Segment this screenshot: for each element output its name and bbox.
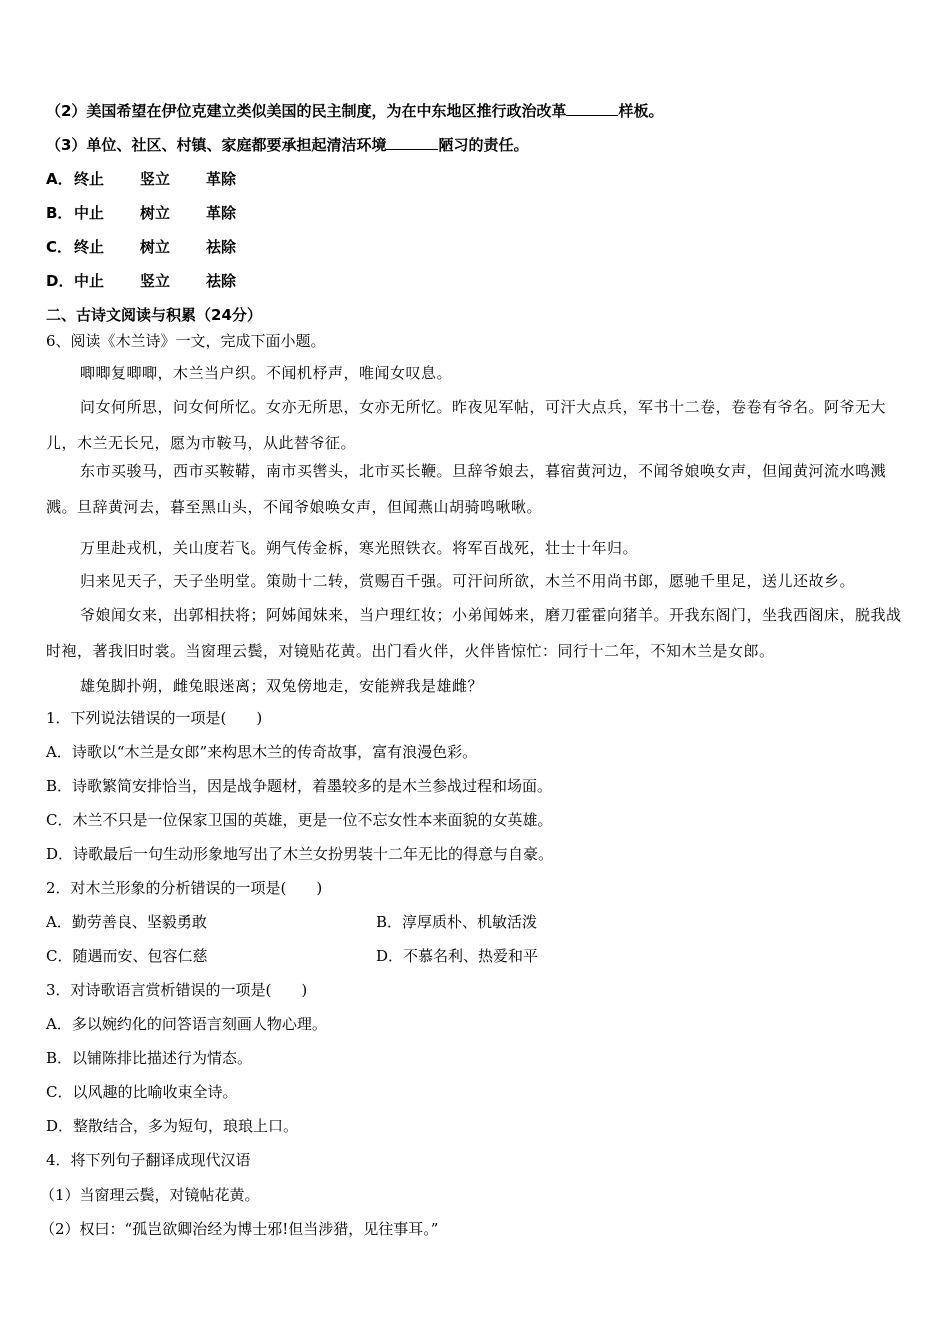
sub2-option-a: A．勤劳善良、坚毅勇敢 xyxy=(46,913,207,931)
sub1-option-b: B．诗歌繁简安排恰当，因是战争题材，着墨较多的是木兰参战过程和场面。 xyxy=(46,777,553,795)
sub3-option-b: B．以铺陈排比描述行为情态。 xyxy=(46,1049,253,1067)
sub2-option-c: C．随遇而安、包容仁慈 xyxy=(46,947,208,965)
option-letter: A． xyxy=(46,170,73,188)
poem-paragraph-4: 万里赴戎机，关山度若飞。朔气传金柝，寒光照铁衣。将军百战死，壮士十年归。 xyxy=(80,539,639,557)
q5-option-c xyxy=(46,237,236,257)
sub3-option-c: C．以风趣的比喻收束全诗。 xyxy=(46,1083,238,1101)
poem-paragraph-7: 雄兔脚扑朔，雌兔眼迷离；双兔傍地走，安能辨我是雄雌？ xyxy=(80,677,484,695)
option-word-3: 祛除 xyxy=(206,272,237,290)
q5-option-a xyxy=(46,169,236,189)
sub1-stem: 1．下列说法错误的一项是( ) xyxy=(46,709,263,727)
poem-paragraph-3: 东市买骏马，西市买鞍鞯，南市买辔头，北市买长鞭。旦辞爷娘去，暮宿黄河边，不闻爷娘唤女声，但闻黄河流水鸣溅溅。旦辞黄河去，暮至黑山头，不闻爷娘唤女声，但闻燕山胡骑鸣啾啾。 xyxy=(46,462,887,516)
option-word-3: 祛除 xyxy=(206,238,237,256)
q5-item-2-suffix: 样板。 xyxy=(618,102,664,120)
sub2-option-d: D．不慕名利、热爱和平 xyxy=(376,947,539,965)
option-letter: B． xyxy=(46,204,73,222)
sub2-option-b: B．淳厚质朴、机敏活泼 xyxy=(376,913,538,931)
poem-paragraph-6: 爷娘闻女来，出郭相扶将；阿姊闻妹来，当户理红妆；小弟闻姊来，磨刀霍霍向猪羊。开我东阁门，坐我西阁床，脱我战时袍，著我旧时裳。当窗理云鬓，对镜贴花黄。出门看火伴，火伴皆惊忙：同行十二年，不知木兰是女郎。 xyxy=(46,606,902,660)
q5-item-3-suffix: 陋习的责任。 xyxy=(438,136,529,154)
sub4-item-1: （1）当窗理云鬓，对镜帖花黄。 xyxy=(40,1186,260,1204)
q5-item-3-text: （3）单位、社区、村镇、家庭都要承担起清洁环境 xyxy=(46,136,387,154)
option-word-3: 革除 xyxy=(206,204,237,222)
sub4-item-2: （2）权曰：“孤岂欲卿治经为博士邪!但当涉猎，见往事耳。” xyxy=(40,1220,439,1238)
option-letter: D． xyxy=(46,272,74,290)
sub3-option-d: D．整散结合，多为短句，琅琅上口。 xyxy=(46,1117,299,1135)
option-word-2: 树立 xyxy=(140,238,171,256)
option-word-2: 树立 xyxy=(140,204,171,222)
option-word-1: 终止 xyxy=(74,238,105,256)
sub3-option-a: A．多以婉约化的问答语言刻画人物心理。 xyxy=(46,1015,327,1033)
fill-blank xyxy=(386,135,438,150)
q5-item-2 xyxy=(46,101,663,121)
option-word-3: 革除 xyxy=(206,170,237,188)
sub3-stem: 3．对诗歌语言赏析错误的一项是( ) xyxy=(46,981,308,999)
option-word-2: 竖立 xyxy=(140,170,171,188)
section-title: 二、古诗文阅读与积累（24分） xyxy=(46,306,262,324)
poem-paragraph-2: 问女何所思，问女何所忆。女亦无所思，女亦无所忆。昨夜见军帖，可汗大点兵，军书十二卷，卷卷有爷名。阿爷无大儿，木兰无长兄，愿为市鞍马，从此替爷征。 xyxy=(46,398,887,452)
option-word-1: 终止 xyxy=(74,170,105,188)
q5-option-b xyxy=(46,203,236,223)
q6-intro: 6、阅读《木兰诗》一文，完成下面小题。 xyxy=(46,332,326,350)
q5-item-3 xyxy=(46,135,528,155)
sub4-stem: 4．将下列句子翻译成现代汉语 xyxy=(46,1151,251,1169)
option-letter: C． xyxy=(46,238,73,256)
sub1-option-c: C．木兰不只是一位保家卫国的英雄，更是一位不忘女性本来面貌的女英雄。 xyxy=(46,811,553,829)
option-word-2: 竖立 xyxy=(140,272,171,290)
fill-blank xyxy=(566,101,618,116)
option-word-1: 中止 xyxy=(74,204,105,222)
sub1-option-d: D．诗歌最后一句生动形象地写出了木兰女扮男装十二年无比的得意与自豪。 xyxy=(46,845,554,863)
sub1-option-a: A．诗歌以“木兰是女郎”来构思木兰的传奇故事，富有浪漫色彩。 xyxy=(46,743,478,761)
poem-paragraph-5: 归来见天子，天子坐明堂。策勋十二转，赏赐百千强。可汗问所欲，木兰不用尚书郎，愿驰千里足，送儿还故乡。 xyxy=(80,572,856,590)
q5-option-d xyxy=(46,271,236,291)
option-word-1: 中止 xyxy=(74,272,105,290)
poem-paragraph-1: 唧唧复唧唧，木兰当户织。不闻机杼声，唯闻女叹息。 xyxy=(80,364,453,382)
sub2-stem: 2．对木兰形象的分析错误的一项是( ) xyxy=(46,879,323,897)
q5-item-2-text: （2）美国希望在伊位克建立类似美国的民主制度，为在中东地区推行政治改革 xyxy=(46,102,567,120)
